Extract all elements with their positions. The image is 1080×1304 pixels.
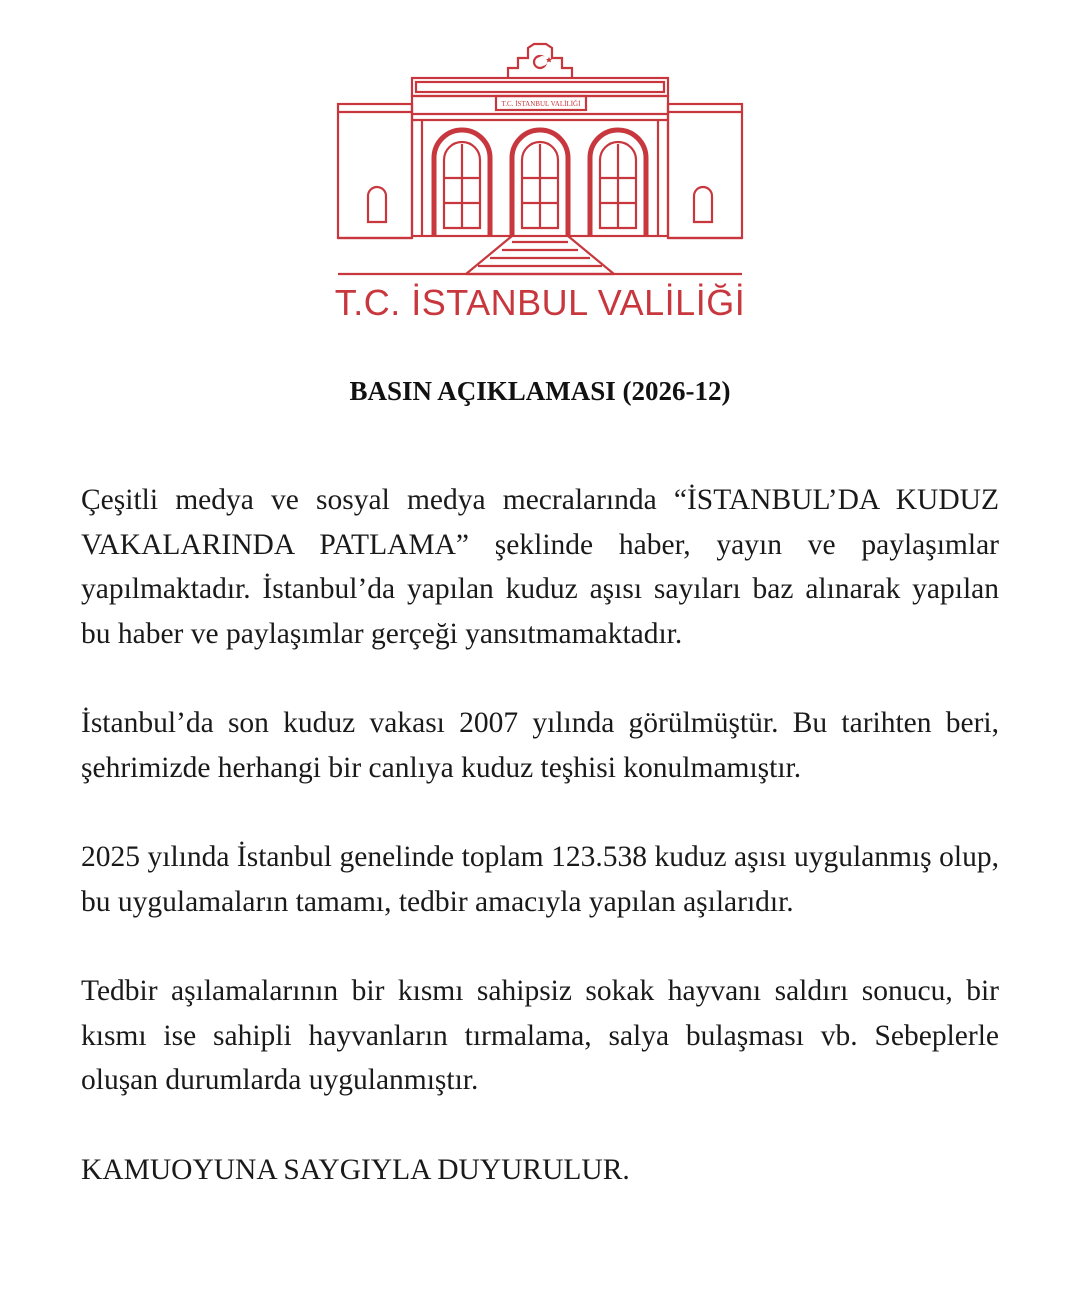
paragraph-2: İstanbul’da son kuduz vakası 2007 yılında görülmüştür. Bu tarihten beri, şehrimizde herhangi bir canlıya kuduz teşhisi konulmamıştır. xyxy=(81,707,999,784)
paragraph-1: Çeşitli medya ve sosyal medya mecralarında “İSTANBUL’DA KUDUZ VAKALARINDA PATLAMA” şeklinde haber, yayın ve paylaşımlar yapılmaktadır. İstanbul’da yapılan kuduz aşısı sayıları baz alınarak yapılan bu haber ve paylaşımlar gerçeği yansıtmamaktadır. xyxy=(81,484,999,650)
paragraph-4: Tedbir aşılamalarının bir kısmı sahipsiz sokak hayvanı saldırı sonucu, bir kısmı ise sahipli hayvanların tırmalama, salya bulaşması vb. Sebeplerle oluşan durumlarda uygulanmıştır. xyxy=(81,975,999,1096)
press-release-body xyxy=(81,478,999,1237)
press-release-title: BASIN AÇIKLAMASI (2026-12) xyxy=(349,376,731,406)
governorship-building-emblem xyxy=(330,38,750,278)
closing-statement: KAMUOYUNA SAYGIYLA DUYURULUR. xyxy=(81,1153,630,1186)
svg-text:T.C. İSTANBUL VALİLİĞİ: T.C. İSTANBUL VALİLİĞİ xyxy=(501,100,581,108)
logo-text: T.C. İSTANBUL VALİLİĞİ xyxy=(334,282,746,323)
governorship-logo xyxy=(330,38,750,338)
paragraph-3: 2025 yılında İstanbul genelinde toplam 123.538 kuduz aşısı uygulanmış olup, bu uygulamaların tamamı, tedbir amacıyla yapılan aşılarıdır. xyxy=(81,841,999,918)
